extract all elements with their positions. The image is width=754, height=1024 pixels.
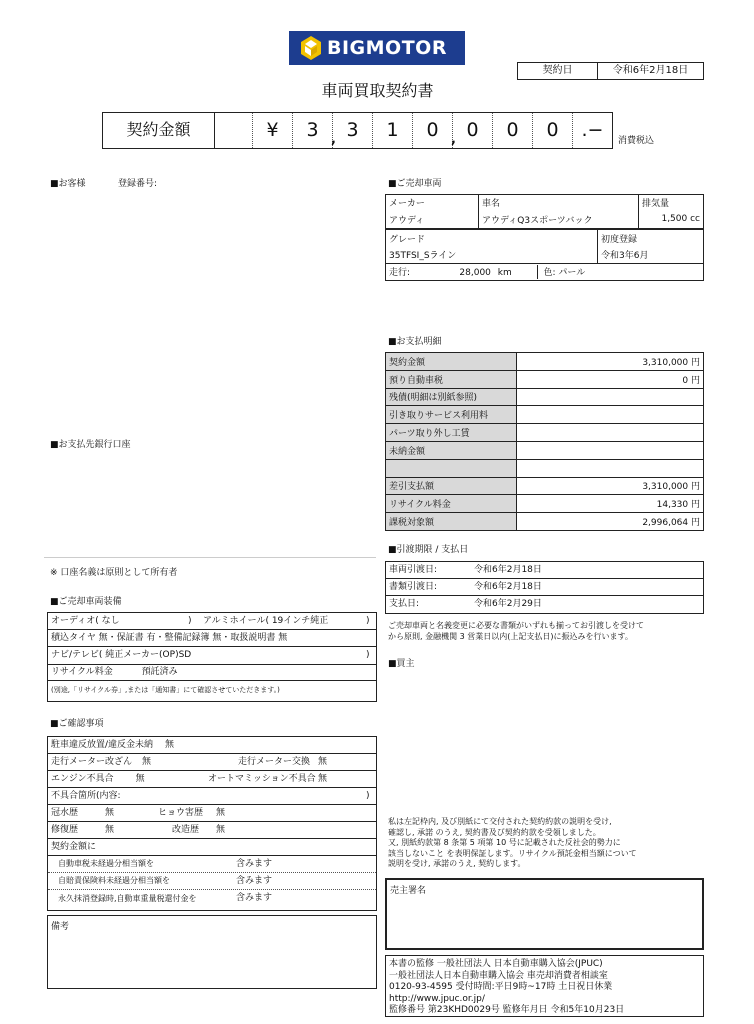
equipment-box xyxy=(47,612,377,702)
amount-digit: 0 xyxy=(533,113,573,148)
first-registration-label: 初度登録 xyxy=(598,230,704,247)
flood-row: 冠水歴 無 ヒョウ害歴 無 xyxy=(48,805,376,822)
tax-included-note: 消費税込 xyxy=(618,136,655,146)
jpuc-link[interactable]: http://www.jpuc.or.jp/ xyxy=(389,993,485,1004)
grade-label: グレード xyxy=(386,230,598,247)
divider xyxy=(44,557,376,558)
vehicle-grade-table xyxy=(385,229,704,281)
payment-row-label: 預り自動車税 xyxy=(386,370,517,388)
payment-row xyxy=(386,495,704,513)
brand-name: BIGMOTOR xyxy=(327,37,447,59)
amount-digit: 1 xyxy=(373,113,413,148)
recycle-note: (別途,「リサイクル券」,または「通知書」にて確認させていただきます。) xyxy=(51,686,280,694)
navi-row: ナビ/テレビ( 純正メーカー(OP)SD ) xyxy=(48,647,376,665)
brand-emblem-icon xyxy=(301,36,321,60)
payment-row-label: パーツ取り外し工賃 xyxy=(386,424,517,442)
registration-number-label: 登録番号: xyxy=(118,179,158,189)
car-name-value: アウディQ3スポーツバック xyxy=(479,211,639,229)
contract-date-value: 令和6年2月18日 xyxy=(612,65,689,76)
payment-row xyxy=(386,370,704,388)
contract-amount-box xyxy=(102,112,613,149)
payment-row-label: 引き取りサービス利用料 xyxy=(386,406,517,424)
vehicle-delivery-row: 車両引渡日: 令和6年2月18日 xyxy=(386,562,703,579)
payment-row-value: 3,310,000 円 xyxy=(517,477,704,495)
amount-digit: 0 xyxy=(493,113,533,148)
payment-table xyxy=(385,352,704,531)
audio-value: オーディオ( なし xyxy=(51,616,120,626)
payment-row-value xyxy=(517,459,704,477)
amount-digit: 0 , xyxy=(413,113,453,148)
payment-row xyxy=(386,388,704,406)
color-value: 色: パール xyxy=(543,267,586,278)
amount-digit: 3 xyxy=(333,113,373,148)
maker-label: メーカー xyxy=(386,195,479,211)
payment-row-value xyxy=(517,406,704,424)
customer-section-title: ■お客様 xyxy=(50,179,86,189)
grade-value: 35TFSI_Sライン xyxy=(386,247,598,264)
payment-row-label: 未納金額 xyxy=(386,441,517,459)
repair-row: 修復歴 無 改造歴 無 xyxy=(48,822,376,839)
mileage-label: 走行: xyxy=(389,267,411,278)
mileage-unit: km xyxy=(497,267,512,278)
mileage-value: 28,000 xyxy=(459,267,491,278)
remarks-label: 備考 xyxy=(51,922,70,932)
supervision-footer: 本書の監修 一般社団法人 日本自動車購入協会(JPUC) 一般社団法人日本自動車購入協会 車売却消費者相談室 0120-93-4595 受付時間:平日9時~17時 土日祝日休業 http://www.jpuc.or.jp/ 監修番号 第23KHD0029号 監修年月日 令和5年10月23日 xyxy=(385,955,704,1017)
payment-row xyxy=(386,406,704,424)
delivery-box xyxy=(385,561,704,614)
payment-row-value: 14,330 円 xyxy=(517,495,704,513)
maker-value: アウディ xyxy=(386,211,479,229)
equipment-section-title: ■ご売却車両装備 xyxy=(50,597,122,607)
defect-row: 不具合箇所(内容: ) xyxy=(48,788,376,805)
accessories-row: 積込タイヤ 無・保証書 有・整備記録簿 無・取扱説明書 無 xyxy=(48,630,376,647)
displacement-value: 1,500 cc xyxy=(639,211,704,229)
amount-digit: 3 , xyxy=(293,113,333,148)
contract-date-box xyxy=(517,62,704,80)
payment-row-value: 3,310,000 円 xyxy=(517,353,704,371)
account-holder-note: ※ 口座名義は原則として所有者 xyxy=(50,568,178,578)
displacement-label: 排気量 xyxy=(639,195,704,211)
payment-row-value: 0 円 xyxy=(517,370,704,388)
payment-row-value xyxy=(517,388,704,406)
audio-wheel-row: オーディオ( なし ) アルミホイール( 19インチ純正 ) xyxy=(48,613,376,630)
amount-digit: 0 xyxy=(453,113,493,148)
delivery-note: ご売却車両と名義変更に必要な書類がいずれも揃ってお引渡しを受けて から原則, 金融機関 3 営業日以内(上記支払日)に振込みを行います。 xyxy=(388,621,644,641)
payment-row-value: 2,996,064 円 xyxy=(517,513,704,531)
include-row: 自賠責保険料未経過分相当額を 含みます xyxy=(48,873,376,890)
payment-row-label: 差引支払額 xyxy=(386,477,517,495)
bank-section-title: ■お支払先銀行口座 xyxy=(50,440,131,450)
parking-row: 駐車違反放置/違反金未納 無 xyxy=(48,737,376,754)
wheel-value: アルミホイール( 19インチ純正 xyxy=(203,616,329,626)
payment-row xyxy=(386,459,704,477)
amount-tail: .− xyxy=(581,119,604,141)
contract-amount-includes-label: 契約金額に xyxy=(48,839,376,856)
mileage-cell xyxy=(386,264,598,281)
docs-delivery-row: 書類引渡日: 令和6年2月18日 xyxy=(386,579,703,596)
payment-row-value xyxy=(517,441,704,459)
amount-blank-cell xyxy=(215,113,253,148)
payment-section-title: ■お支払明細 xyxy=(388,337,442,347)
page-title: 車両買取契約書 xyxy=(321,81,434,100)
payment-row-label xyxy=(386,459,517,477)
payment-row-label: 課税対象額 xyxy=(386,513,517,531)
engine-row: エンジン不具合 無 オートマミッション不具合 無 xyxy=(48,771,376,788)
amount-yen-sign: ¥ xyxy=(253,113,293,148)
buyer-statement: 私は左記枠内, 及び別紙にて交付された契約約款の説明を受け, 確認し, 承諾 のうえ, 契約書及び契約約款を受領しました。 又, 別紙約款第 8 条第 5 項第 10 号に記載された反社会的勢力に 該当しないこと を表明保証します。リサイクル預託金相当額について 説明を受け, 承諾のうえ, 契約します。 xyxy=(388,817,637,868)
payment-row xyxy=(386,477,704,495)
payment-row-label: リサイクル料金 xyxy=(386,495,517,513)
payment-row-label: 契約金額 xyxy=(386,353,517,371)
payment-row xyxy=(386,513,704,531)
first-registration-value: 令和3年6月 xyxy=(598,247,704,264)
payment-row-label: 残債(明細は別紙参照) xyxy=(386,388,517,406)
confirm-box xyxy=(47,736,377,911)
recycle-value: 預託済み xyxy=(141,667,178,677)
recycle-row xyxy=(48,665,376,681)
payment-row xyxy=(386,441,704,459)
contract-date-label: 契約日 xyxy=(518,63,598,79)
vehicle-table xyxy=(385,194,704,229)
car-name-label: 車名 xyxy=(479,195,639,211)
payment-row-value xyxy=(517,424,704,442)
seller-signature-box[interactable] xyxy=(385,878,704,950)
payment-row xyxy=(386,353,704,371)
delivery-section-title: ■引渡期限 / 支払日 xyxy=(388,545,469,555)
payment-row xyxy=(386,424,704,442)
navi-value: ナビ/テレビ( 純正メーカー(OP)SD xyxy=(51,650,192,660)
remarks-box xyxy=(47,915,377,989)
seller-signature-label: 売主署名 xyxy=(390,886,427,896)
buyer-section-title: ■買主 xyxy=(388,659,415,669)
include-row: 永久抹消登録時,自動車重量税還付金を 含みます xyxy=(58,893,273,903)
include-row: 自動車税未経過分相当額を 含みます xyxy=(48,856,376,873)
contract-amount-label: 契約金額 xyxy=(103,113,215,148)
meter-row: 走行メーター改ざん 無 走行メーター交換 無 xyxy=(48,754,376,771)
vehicle-section-title: ■ご売却車両 xyxy=(388,179,442,189)
payment-date-row: 支払日: 令和6年2月29日 xyxy=(389,599,542,609)
recycle-label: リサイクル料金 xyxy=(51,667,113,677)
confirm-section-title: ■ご確認事項 xyxy=(50,719,104,729)
brand-logo xyxy=(289,31,465,65)
